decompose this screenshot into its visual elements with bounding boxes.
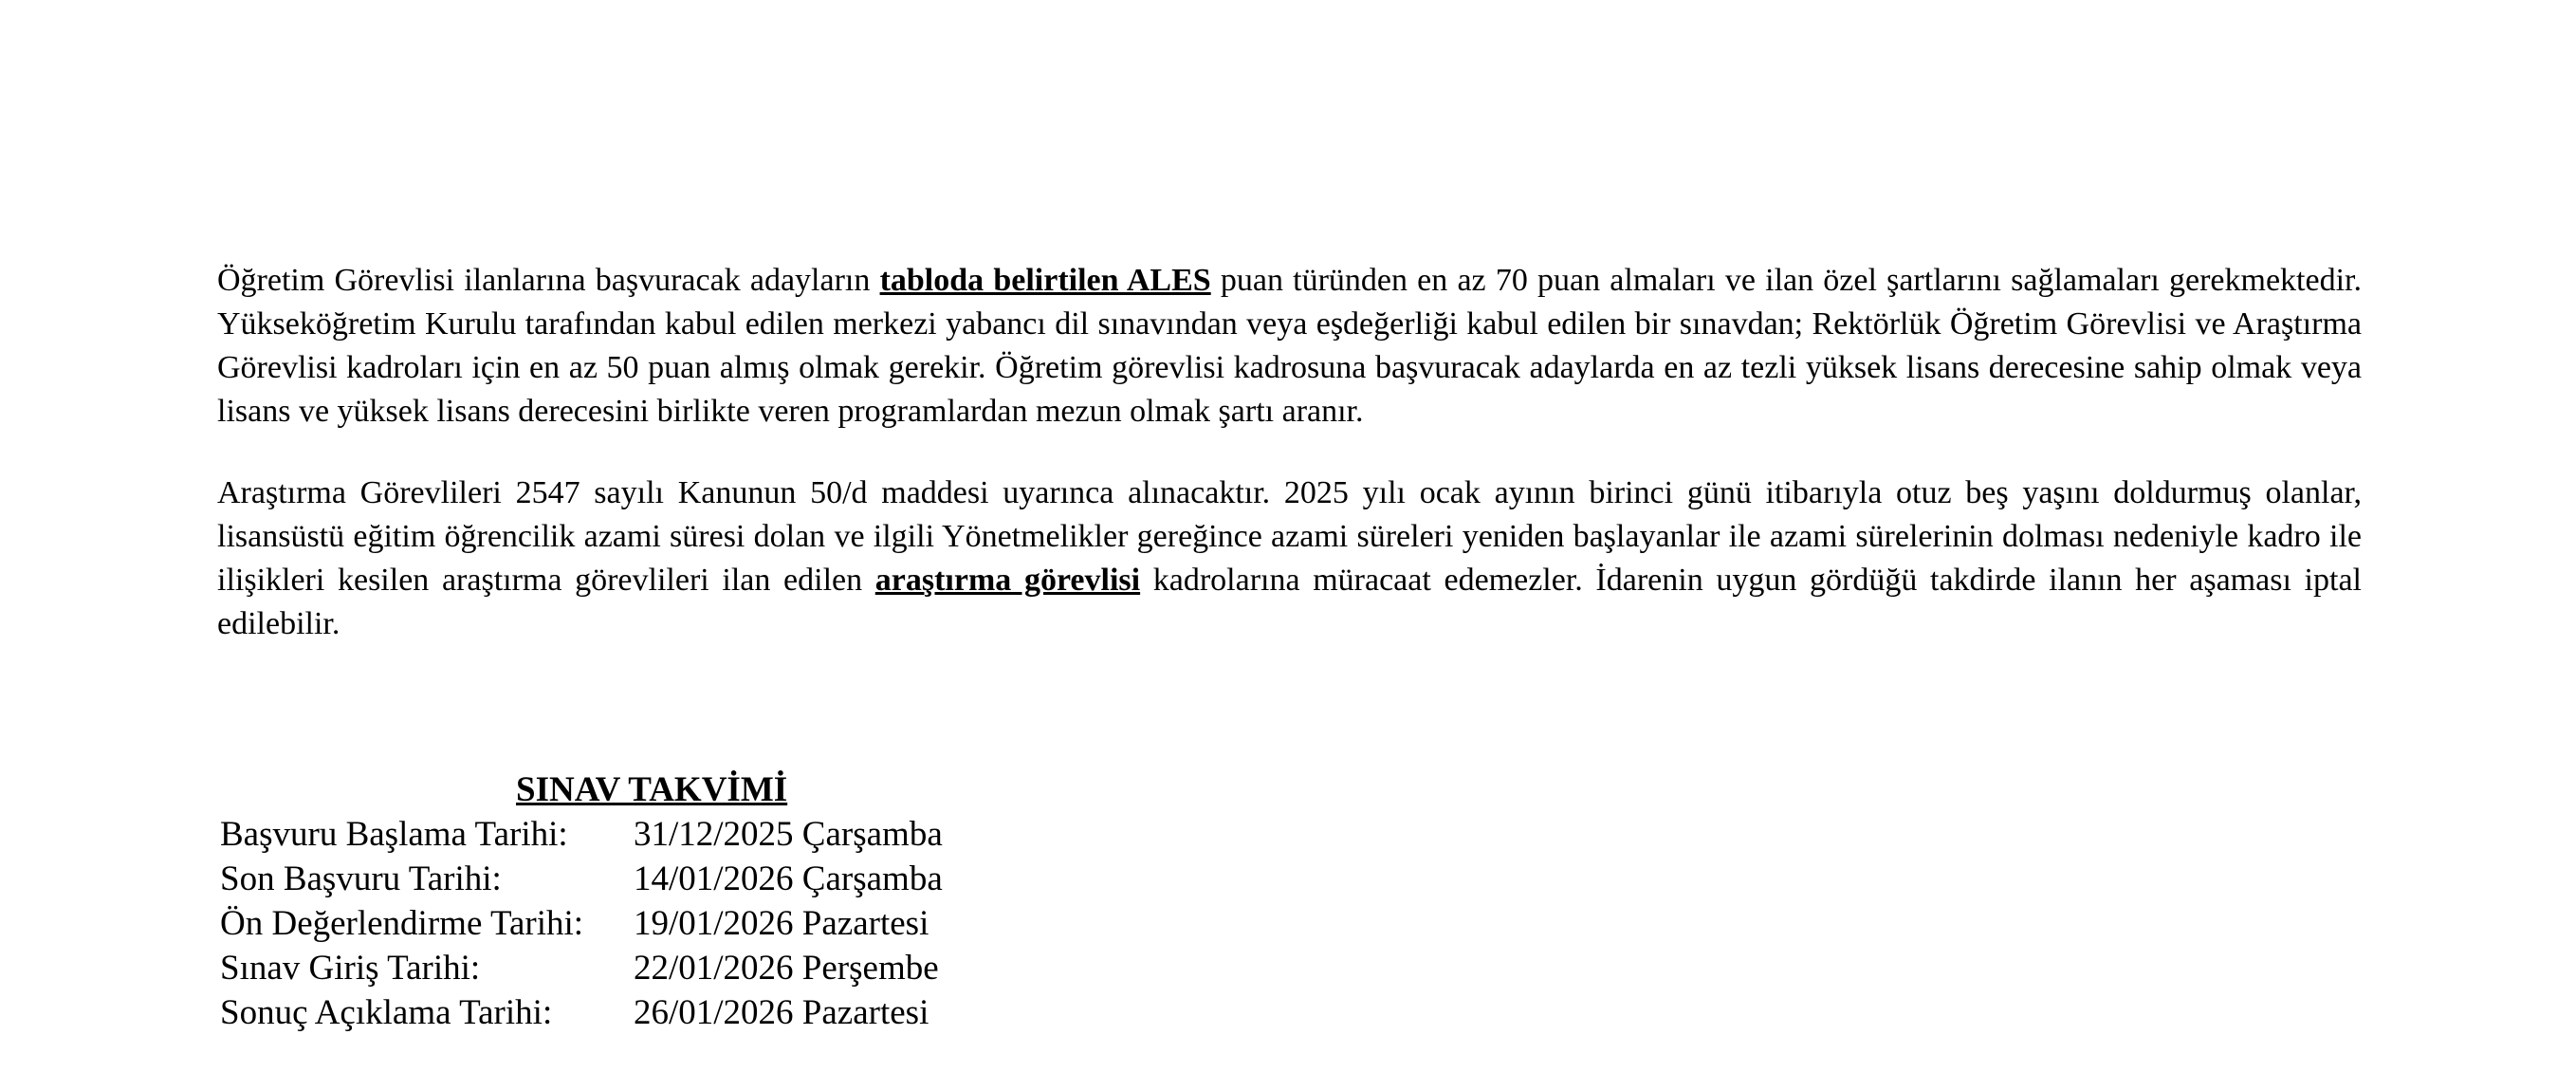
- schedule-row: [220, 901, 943, 946]
- schedule-label: Ön Değerlendirme Tarihi:: [220, 904, 584, 943]
- schedule-value: 14/01/2026 Çarşamba: [634, 859, 943, 898]
- schedule-label: Başvuru Başlama Tarihi:: [220, 815, 568, 854]
- schedule-row: [220, 812, 943, 857]
- paragraph-text: Öğretim Görevlisi ilanlarına başvuracak adayların: [217, 263, 880, 298]
- emphasis-research-assistant: araştırma görevlisi: [874, 563, 1141, 598]
- paragraph-text: puan türünden en az 70 puan almaları ve ilan özel şartlarını sağlamaları gerekmektedir. Yükseköğretim Kurulu tarafından kabul edilen merkezi yabancı dil sınavından veya eşdeğerliği kabul edilen bir sınavdan; Rektörlük Öğretim Görevlisi ve Araştırma Görevlisi kadroları için en az 50 puan almış olmak gerekir. Öğretim görevlisi kadrosuna başvuracak adaylarda en az tezli yüksek lisans derecesine sahip olmak veya lisans ve yüksek lisans derecesini birlikte veren programlardan mezun olmak şartı aranır.: [217, 263, 2362, 429]
- schedule-label: Son Başvuru Tarihi:: [220, 859, 502, 898]
- schedule-value: 26/01/2026 Pazartesi: [634, 993, 929, 1032]
- schedule-table: [220, 812, 943, 1035]
- schedule-value: 19/01/2026 Pazartesi: [634, 904, 929, 943]
- schedule-row: [220, 990, 943, 1035]
- schedule-title: SINAV TAKVİMİ: [516, 770, 788, 809]
- schedule-label: Sonuç Açıklama Tarihi:: [220, 993, 553, 1032]
- paragraph-lecturer-requirements: [217, 259, 2362, 434]
- schedule-value: 31/12/2025 Çarşamba: [634, 815, 943, 854]
- schedule-row: [220, 857, 943, 901]
- emphasis-ales: tabloda belirtilen ALES: [879, 263, 1211, 298]
- paragraph-research-assistant-requirements: [217, 471, 2362, 646]
- paragraph-text: kadrolarına müracaat edemezler. İdarenin uygun gördüğü takdirde ilanın her aşaması iptal edilebilir.: [217, 563, 2362, 641]
- paragraph-text: Araştırma Görevlileri 2547 sayılı Kanunun 50/d maddesi uyarınca alınacaktır. 2025 yılı ocak ayının birinci günü itibarıyla otuz beş yaşını doldurmuş olanlar, lisansüstü eğitim öğrencilik azami süresi dolan ve ilgili Yönetmelikler gereğince azami süreleri yeniden başlayanlar ile azami sürelerinin dolması nedeniyle kadro ile ilişikleri kesilen araştırma görevlileri ilan edilen: [217, 475, 2362, 598]
- schedule-row: [220, 946, 943, 990]
- schedule-value: 22/01/2026 Perşembe: [634, 949, 939, 988]
- schedule-label: Sınav Giriş Tarihi:: [220, 949, 481, 988]
